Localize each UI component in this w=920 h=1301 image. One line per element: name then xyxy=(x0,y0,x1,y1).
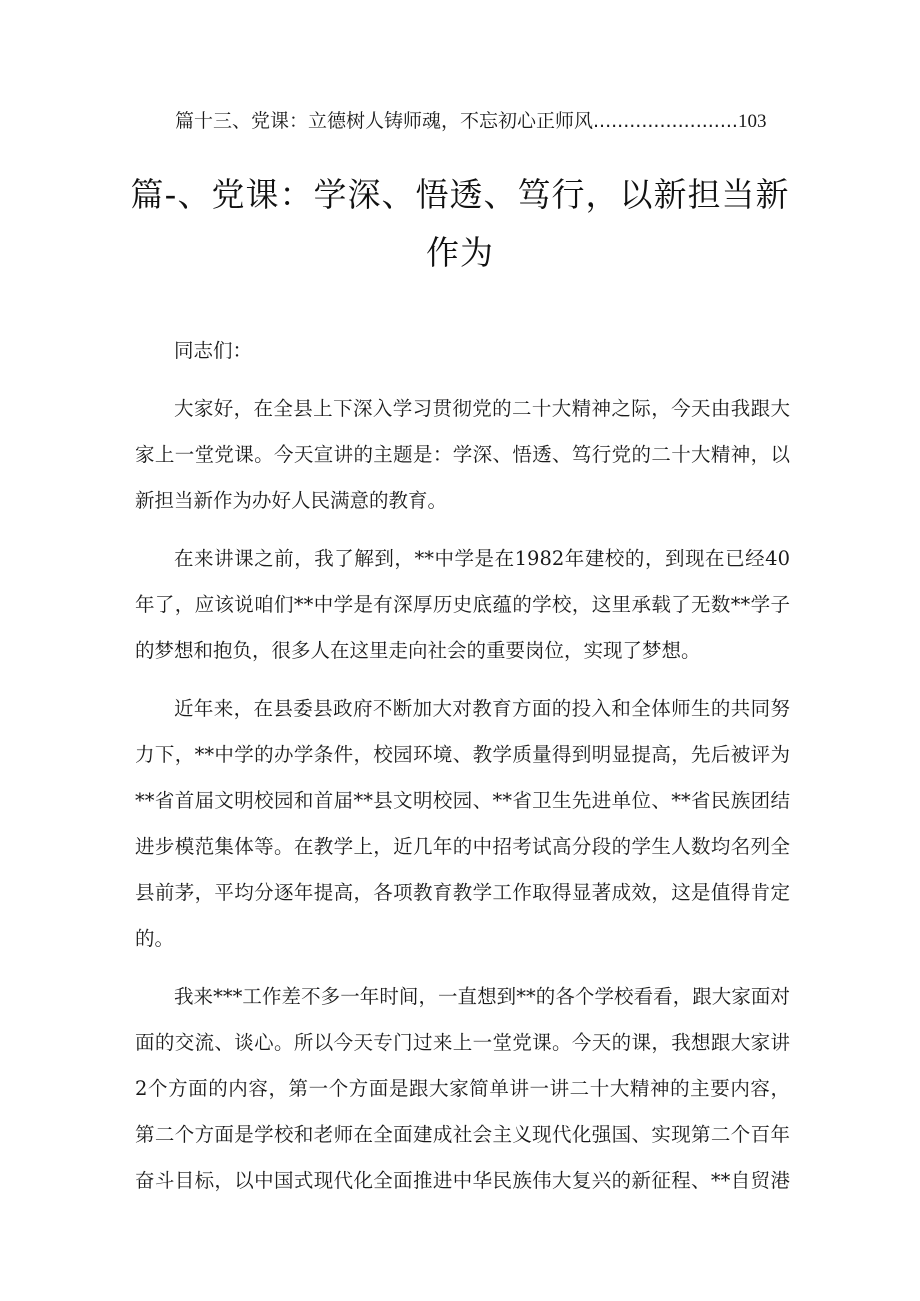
section-title-line-2: 作为 xyxy=(426,233,494,272)
toc-leader-dots: ........................ xyxy=(593,110,738,132)
body-text xyxy=(135,328,790,1204)
paragraph-3: 近年来，在县委县政府不断加大对教育方面的投入和全体师生的共同努力下，**中学的办学条件，校园环境、教学质量得到明显提高，先后被评为**省首届文明校园和首届**县文明校园、**省卫生先进单位、**省民族团结进步模范集体等。在教学上，近几年的中招考试高分段的学生人数均名列全县前茅，平均分逐年提高，各项教育教学工作取得显著成效，这是值得肯定的。 xyxy=(135,697,790,950)
paragraph-1: 大家好，在全县上下深入学习贯彻党的二十大精神之际，今天由我跟大家上一堂党课。今天宣讲的主题是：学深、悟透、笃行党的二十大精神，以新担当新作为办好人民满意的教育。 xyxy=(135,397,790,512)
toc-entry[interactable] xyxy=(175,106,775,137)
salutation: 同志们： xyxy=(174,339,253,362)
paragraph-4: 我来***工作差不多一年时间，一直想到**的各个学校看看，跟大家面对面的交流、谈心。所以今天专门过来上一堂党课。今天的课，我想跟大家讲2个方面的内容，第一个方面是跟大家简单讲一讲二十大精神的主要内容，第二个方面是学校和老师在全面建成社会主义现代化强国、实现第二个百年奋斗目标，以中国式现代化全面推进中华民族伟大复兴的新征程、**自贸港 xyxy=(135,985,790,1192)
section-title-line-1: 篇-、党课：学深、悟透、笃行，以新担当新 xyxy=(130,175,790,214)
toc-entry-title: 篇十三、党课：立德树人铸师魂，不忘初心正师风 xyxy=(175,110,594,132)
section-title xyxy=(130,166,790,282)
toc-page-number: 103 xyxy=(737,111,767,132)
paragraph-2: 在来讲课之前，我了解到，**中学是在1982年建校的，到现在已经40年了，应该说咱们**中学是有深厚历史底蕴的学校，这里承载了无数**学子的梦想和抱负，很多人在这里走向社会的重要岗位，实现了梦想。 xyxy=(135,547,790,662)
